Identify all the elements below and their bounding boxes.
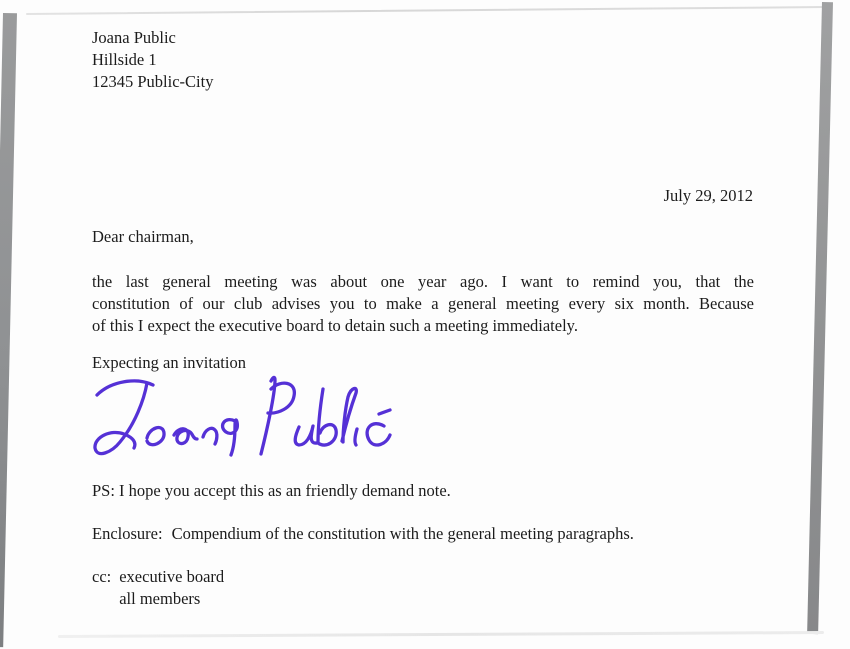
cc-recipient: all members <box>119 588 201 608</box>
enclosure-text: Compendium of the constitution with the general meeting paragraphs. <box>171 524 634 543</box>
cc-label: cc: <box>92 567 112 586</box>
enclosure-line <box>92 524 634 544</box>
ps-line: PS: I hope you accept this as an friendly demand note. <box>92 481 451 500</box>
sender-address <box>92 27 213 93</box>
cc-block <box>92 566 224 609</box>
scan-top-edge-line <box>26 6 826 15</box>
sender-city: 12345 Public-City <box>92 72 214 91</box>
scan-bottom-edge-shadow <box>58 631 824 638</box>
sender-street: Hillside 1 <box>92 50 157 69</box>
cc-recipient: executive board <box>119 567 225 586</box>
signature-image <box>88 374 400 466</box>
cc-recipients <box>119 566 224 609</box>
body-line: the last general meeting was about one year ago. I want to remind you, that the <box>92 272 754 291</box>
sender-name: Joana Public <box>92 28 176 47</box>
body-line: of this I expect the executive board to detain such a meeting immediately. <box>92 316 578 335</box>
scan-right-edge-bar <box>807 2 833 634</box>
salutation: Dear chairman, <box>92 227 194 246</box>
enclosure-label: Enclosure: <box>92 524 163 543</box>
scan-left-edge-bar <box>0 13 17 647</box>
letter-date: July 29, 2012 <box>663 186 753 205</box>
body-line: constitution of our club advises you to make a general meeting every six month. Because <box>92 294 754 313</box>
signature-ink-strokes <box>88 374 400 466</box>
body-paragraph <box>92 271 754 337</box>
closing-line: Expecting an invitation <box>92 353 246 372</box>
